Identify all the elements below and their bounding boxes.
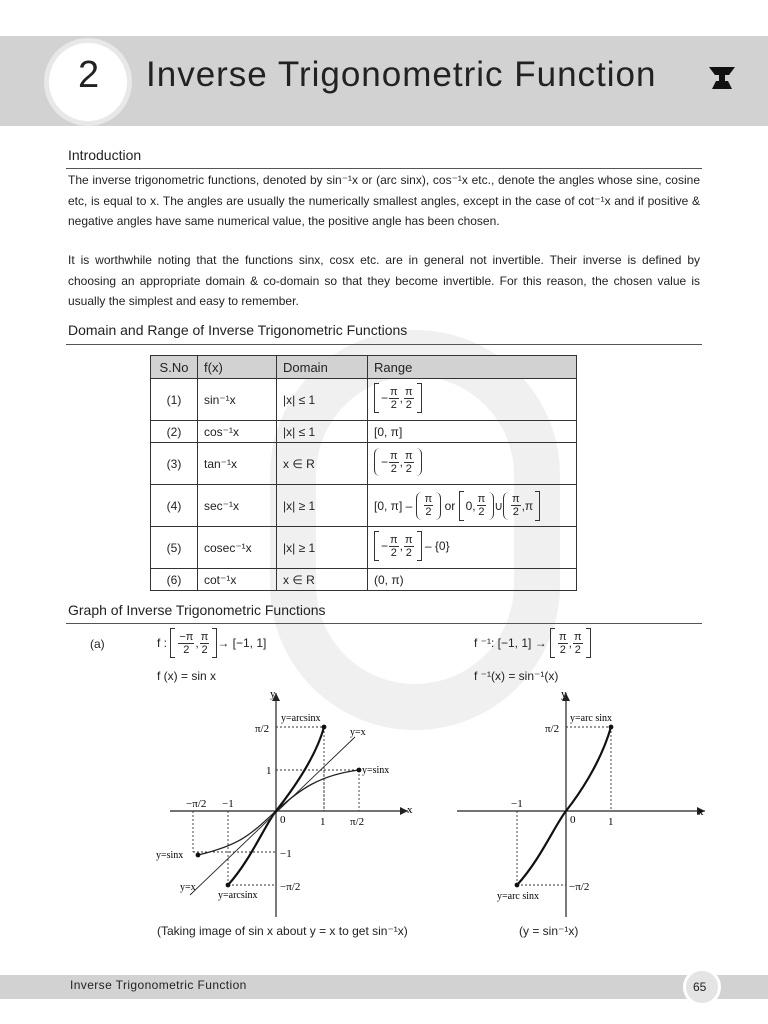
table-row xyxy=(151,379,577,421)
table-row xyxy=(151,569,577,591)
f-definition: f (x) = sin x xyxy=(157,669,217,683)
row-range: − $\frac{\pi}{2}$ , $\frac{\pi}{2}$ – {0} xyxy=(368,527,577,569)
sinx-curve xyxy=(198,770,359,855)
intro-rule xyxy=(66,168,702,169)
row-sno: (2) xyxy=(151,421,198,443)
row-fx: sin⁻¹x xyxy=(198,379,277,421)
tick-pi-over-2: π/2 xyxy=(545,723,560,735)
row-range: [0, π] – $\frac{\pi}{2}$ or 0, $\frac{\pi}{2}$ ∪ $\frac{\pi}{2}$ ,π xyxy=(368,485,577,527)
caption-left: (Taking image of sin x about y = x to get sin⁻¹x) xyxy=(157,924,408,938)
sin-label-right: y=sinx xyxy=(362,765,390,776)
y-equals-x-line xyxy=(190,737,355,895)
row-domain: |x| ≤ 1 xyxy=(277,379,368,421)
row-domain: x ∈ R xyxy=(277,443,368,485)
header-domain: Domain xyxy=(277,356,368,379)
intro-paragraph-2: It is worthwhile noting that the functions sinx, cosx etc. are in general not invertible. Their inverse is defined by choosing an appropriate domain & co-domain so that they become invertible. For this reason, the chosen value is usually the simplest and easy to remember. xyxy=(68,253,700,308)
row-range: − $\frac{\pi}{2}$ , $\frac{\pi}{2}$ xyxy=(368,379,577,421)
row-fx: cosec⁻¹x xyxy=(198,527,277,569)
tick-one-x: 1 xyxy=(320,816,326,828)
tick-one-y: 1 xyxy=(266,765,272,777)
sin-label-left: y=sinx xyxy=(156,850,184,861)
chapter-title: Inverse Trigonometric Function xyxy=(146,55,657,94)
arcsinx-curve xyxy=(517,727,611,885)
domain-range-table xyxy=(150,355,577,591)
f-mapping: f : $\frac{-\pi}{2}$ , $\frac{\pi}{2}$ → [−1, 1] xyxy=(157,628,266,658)
tick-neg-one-y: −1 xyxy=(280,848,292,860)
header-fx: f(x) xyxy=(198,356,277,379)
table-header-row xyxy=(151,356,577,379)
arcsin-graph xyxy=(455,685,710,920)
row-fx: cos⁻¹x xyxy=(198,421,277,443)
tick-one-x: 1 xyxy=(608,816,614,828)
row-range: − $\frac{\pi}{2}$ , $\frac{\pi}{2}$ xyxy=(368,443,577,485)
intro-paragraph-1: The inverse trigonometric functions, denoted by sin⁻¹x or (arc sinx), cos⁻¹x etc., denote the angles whose sine, cosine etc, is equal to x. The angles are usually the numerically smallest angles, except in the case of cot⁻¹x and if positive & negative angles have same numerical value, the positive angle has been chosen. xyxy=(68,173,700,228)
tick-neg-pi-over-2-y: −π/2 xyxy=(569,881,590,893)
header-sno: S.No xyxy=(151,356,198,379)
row-sno: (6) xyxy=(151,569,198,591)
arcsin-label-top: y=arc sinx xyxy=(570,713,613,724)
intro-heading: Introduction xyxy=(68,147,142,163)
arcsin-label-bottom: y=arc sinx xyxy=(497,891,540,902)
header-range: Range xyxy=(368,356,577,379)
tick-pi-over-2-x: π/2 xyxy=(350,816,365,828)
domain-range-rule xyxy=(66,344,702,345)
chapter-number: 2 xyxy=(78,54,100,96)
sin-vs-arcsin-graph xyxy=(150,685,413,920)
tick-neg-one-x: −1 xyxy=(511,798,523,810)
yx-label-bottom: y=x xyxy=(180,882,196,893)
row-fx: cot⁻¹x xyxy=(198,569,277,591)
yx-label-top: y=x xyxy=(350,727,366,738)
row-fx: sec⁻¹x xyxy=(198,485,277,527)
graph-rule xyxy=(66,623,702,624)
finv-mapping: f ⁻¹: [−1, 1] → $\frac{\pi}{2}$ , $\frac{\pi}{2}$ xyxy=(474,628,591,658)
tick-zero: 0 xyxy=(570,814,576,826)
tick-pi-over-2: π/2 xyxy=(255,723,270,735)
row-domain: |x| ≤ 1 xyxy=(277,421,368,443)
row-sno: (4) xyxy=(151,485,198,527)
row-sno: (5) xyxy=(151,527,198,569)
page-number: 65 xyxy=(693,980,707,994)
x-axis-label: x xyxy=(407,804,413,816)
row-sno: (3) xyxy=(151,443,198,485)
trophy-icon xyxy=(706,64,738,92)
caption-right: (y = sin⁻¹x) xyxy=(519,924,579,938)
table-row xyxy=(151,443,577,485)
y-axis-label: y xyxy=(561,688,567,700)
row-sno: (1) xyxy=(151,379,198,421)
footer-title: Inverse Trigonometric Function xyxy=(70,978,247,992)
arcsin-label-bottom: y=arcsinx xyxy=(218,890,258,901)
row-domain: x ∈ R xyxy=(277,569,368,591)
graph-label-a: (a) xyxy=(90,637,105,651)
tick-neg-pi-over-2-x: −π/2 xyxy=(186,798,207,810)
row-range: (0, π) xyxy=(368,569,577,591)
table-row xyxy=(151,527,577,569)
row-fx: tan⁻¹x xyxy=(198,443,277,485)
domain-range-heading: Domain and Range of Inverse Trigonometric Functions xyxy=(68,322,408,338)
row-range: [0, π] xyxy=(368,421,577,443)
arcsin-label-top: y=arcsinx xyxy=(281,713,321,724)
finv-definition: f ⁻¹(x) = sin⁻¹(x) xyxy=(474,669,559,683)
x-axis-label: x xyxy=(698,806,704,818)
tick-zero: 0 xyxy=(280,814,286,826)
table-row xyxy=(151,421,577,443)
row-domain: |x| ≥ 1 xyxy=(277,485,368,527)
tick-neg-one-x: −1 xyxy=(222,798,234,810)
y-axis-label: y xyxy=(270,688,276,700)
row-domain: |x| ≥ 1 xyxy=(277,527,368,569)
graph-heading: Graph of Inverse Trigonometric Functions xyxy=(68,602,326,618)
tick-neg-pi-over-2-y: −π/2 xyxy=(280,881,301,893)
table-row xyxy=(151,485,577,527)
